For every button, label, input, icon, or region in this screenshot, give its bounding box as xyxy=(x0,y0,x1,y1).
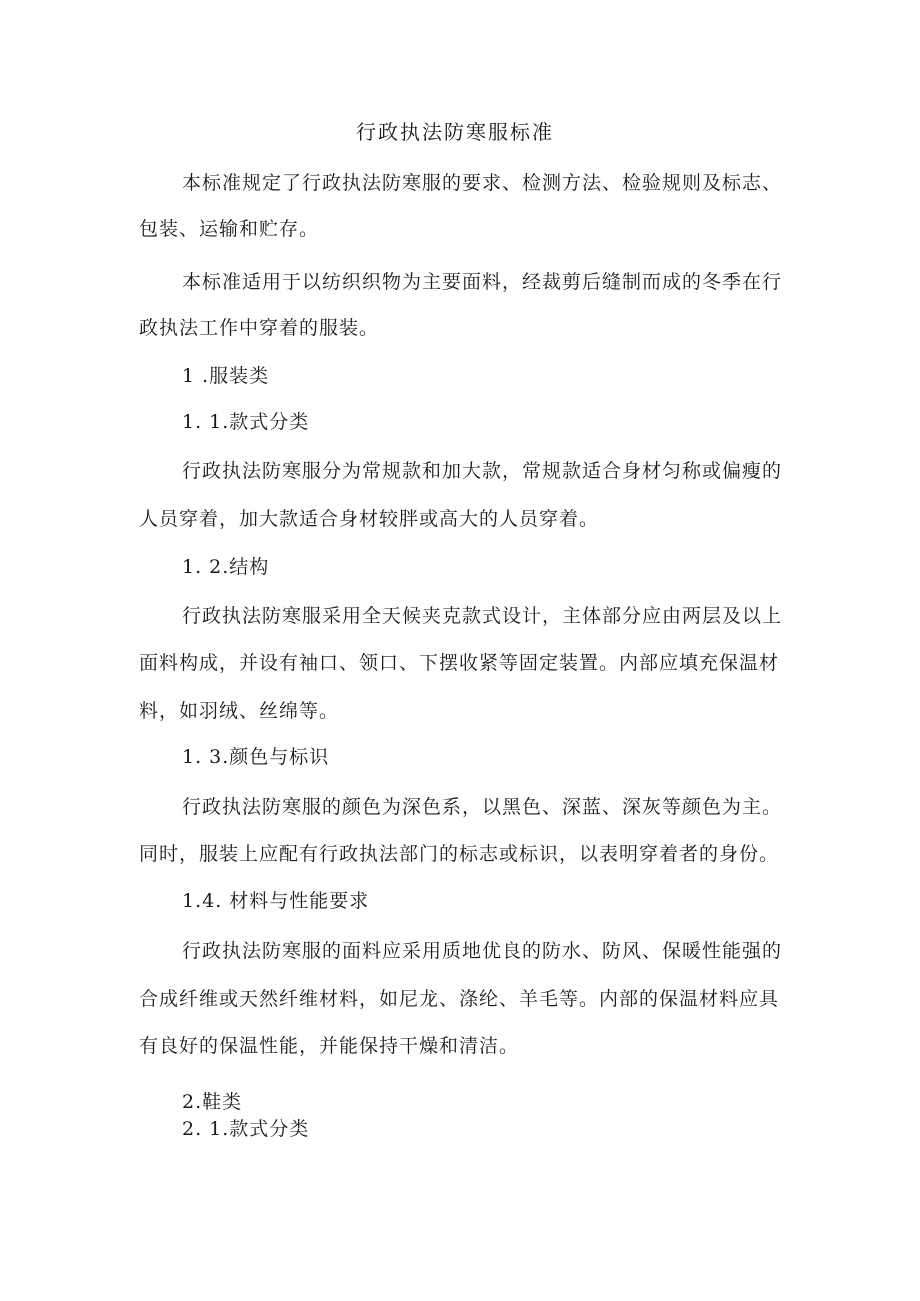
section-heading: 1 .服装类 xyxy=(182,365,270,387)
paragraph-line: 料，如羽绒、丝绵等。 xyxy=(139,700,340,722)
paragraph-line: 行政执法防寒服分为常规款和加大款，常规款适合身材匀称或偏瘦的 xyxy=(182,460,783,482)
paragraph-line: 本标准规定了行政执法防寒服的要求、检测方法、检验规则及标志、 xyxy=(182,172,783,194)
paragraph-line: 同时，服装上应配有行政执法部门的标志或标识，以表明穿着者的身份。 xyxy=(139,843,780,865)
subsection-heading: 1. 2.结构 xyxy=(182,556,270,578)
paragraph-line: 包装、运输和贮存。 xyxy=(139,218,320,240)
paragraph-line: 行政执法防寒服的颜色为深色系，以黑色、深蓝、深灰等颜色为主。 xyxy=(182,796,783,818)
section-heading: 2.鞋类 xyxy=(182,1091,243,1113)
paragraph-line: 本标准适用于以纺织织物为主要面料，经裁剪后缝制而成的冬季在行 xyxy=(182,271,783,293)
paragraph-line: 合成纤维或天然纤维材料，如尼龙、涤纶、羊毛等。内部的保温材料应具 xyxy=(139,988,780,1010)
document-title: 行政执法防寒服标准 xyxy=(356,120,554,144)
subsection-heading: 2. 1.款式分类 xyxy=(182,1118,310,1140)
paragraph-line: 面料构成，并设有袖口、领口、下摆收紧等固定装置。内部应填充保温材 xyxy=(139,652,780,674)
subsection-heading: 1. 3.颜色与标识 xyxy=(182,746,330,768)
paragraph-line: 人员穿着，加大款适合身材较胖或高大的人员穿着。 xyxy=(139,508,600,530)
paragraph-line: 有良好的保温性能，并能保持干燥和清洁。 xyxy=(139,1035,520,1057)
paragraph-line: 政执法工作中穿着的服装。 xyxy=(139,317,380,339)
paragraph-line: 行政执法防寒服的面料应采用质地优良的防水、防风、保暖性能强的 xyxy=(182,940,783,962)
subsection-heading: 1.4. 材料与性能要求 xyxy=(182,890,370,912)
paragraph-line: 行政执法防寒服采用全天候夹克款式设计，主体部分应由两层及以上 xyxy=(182,605,783,627)
subsection-heading: 1. 1.款式分类 xyxy=(182,411,310,433)
